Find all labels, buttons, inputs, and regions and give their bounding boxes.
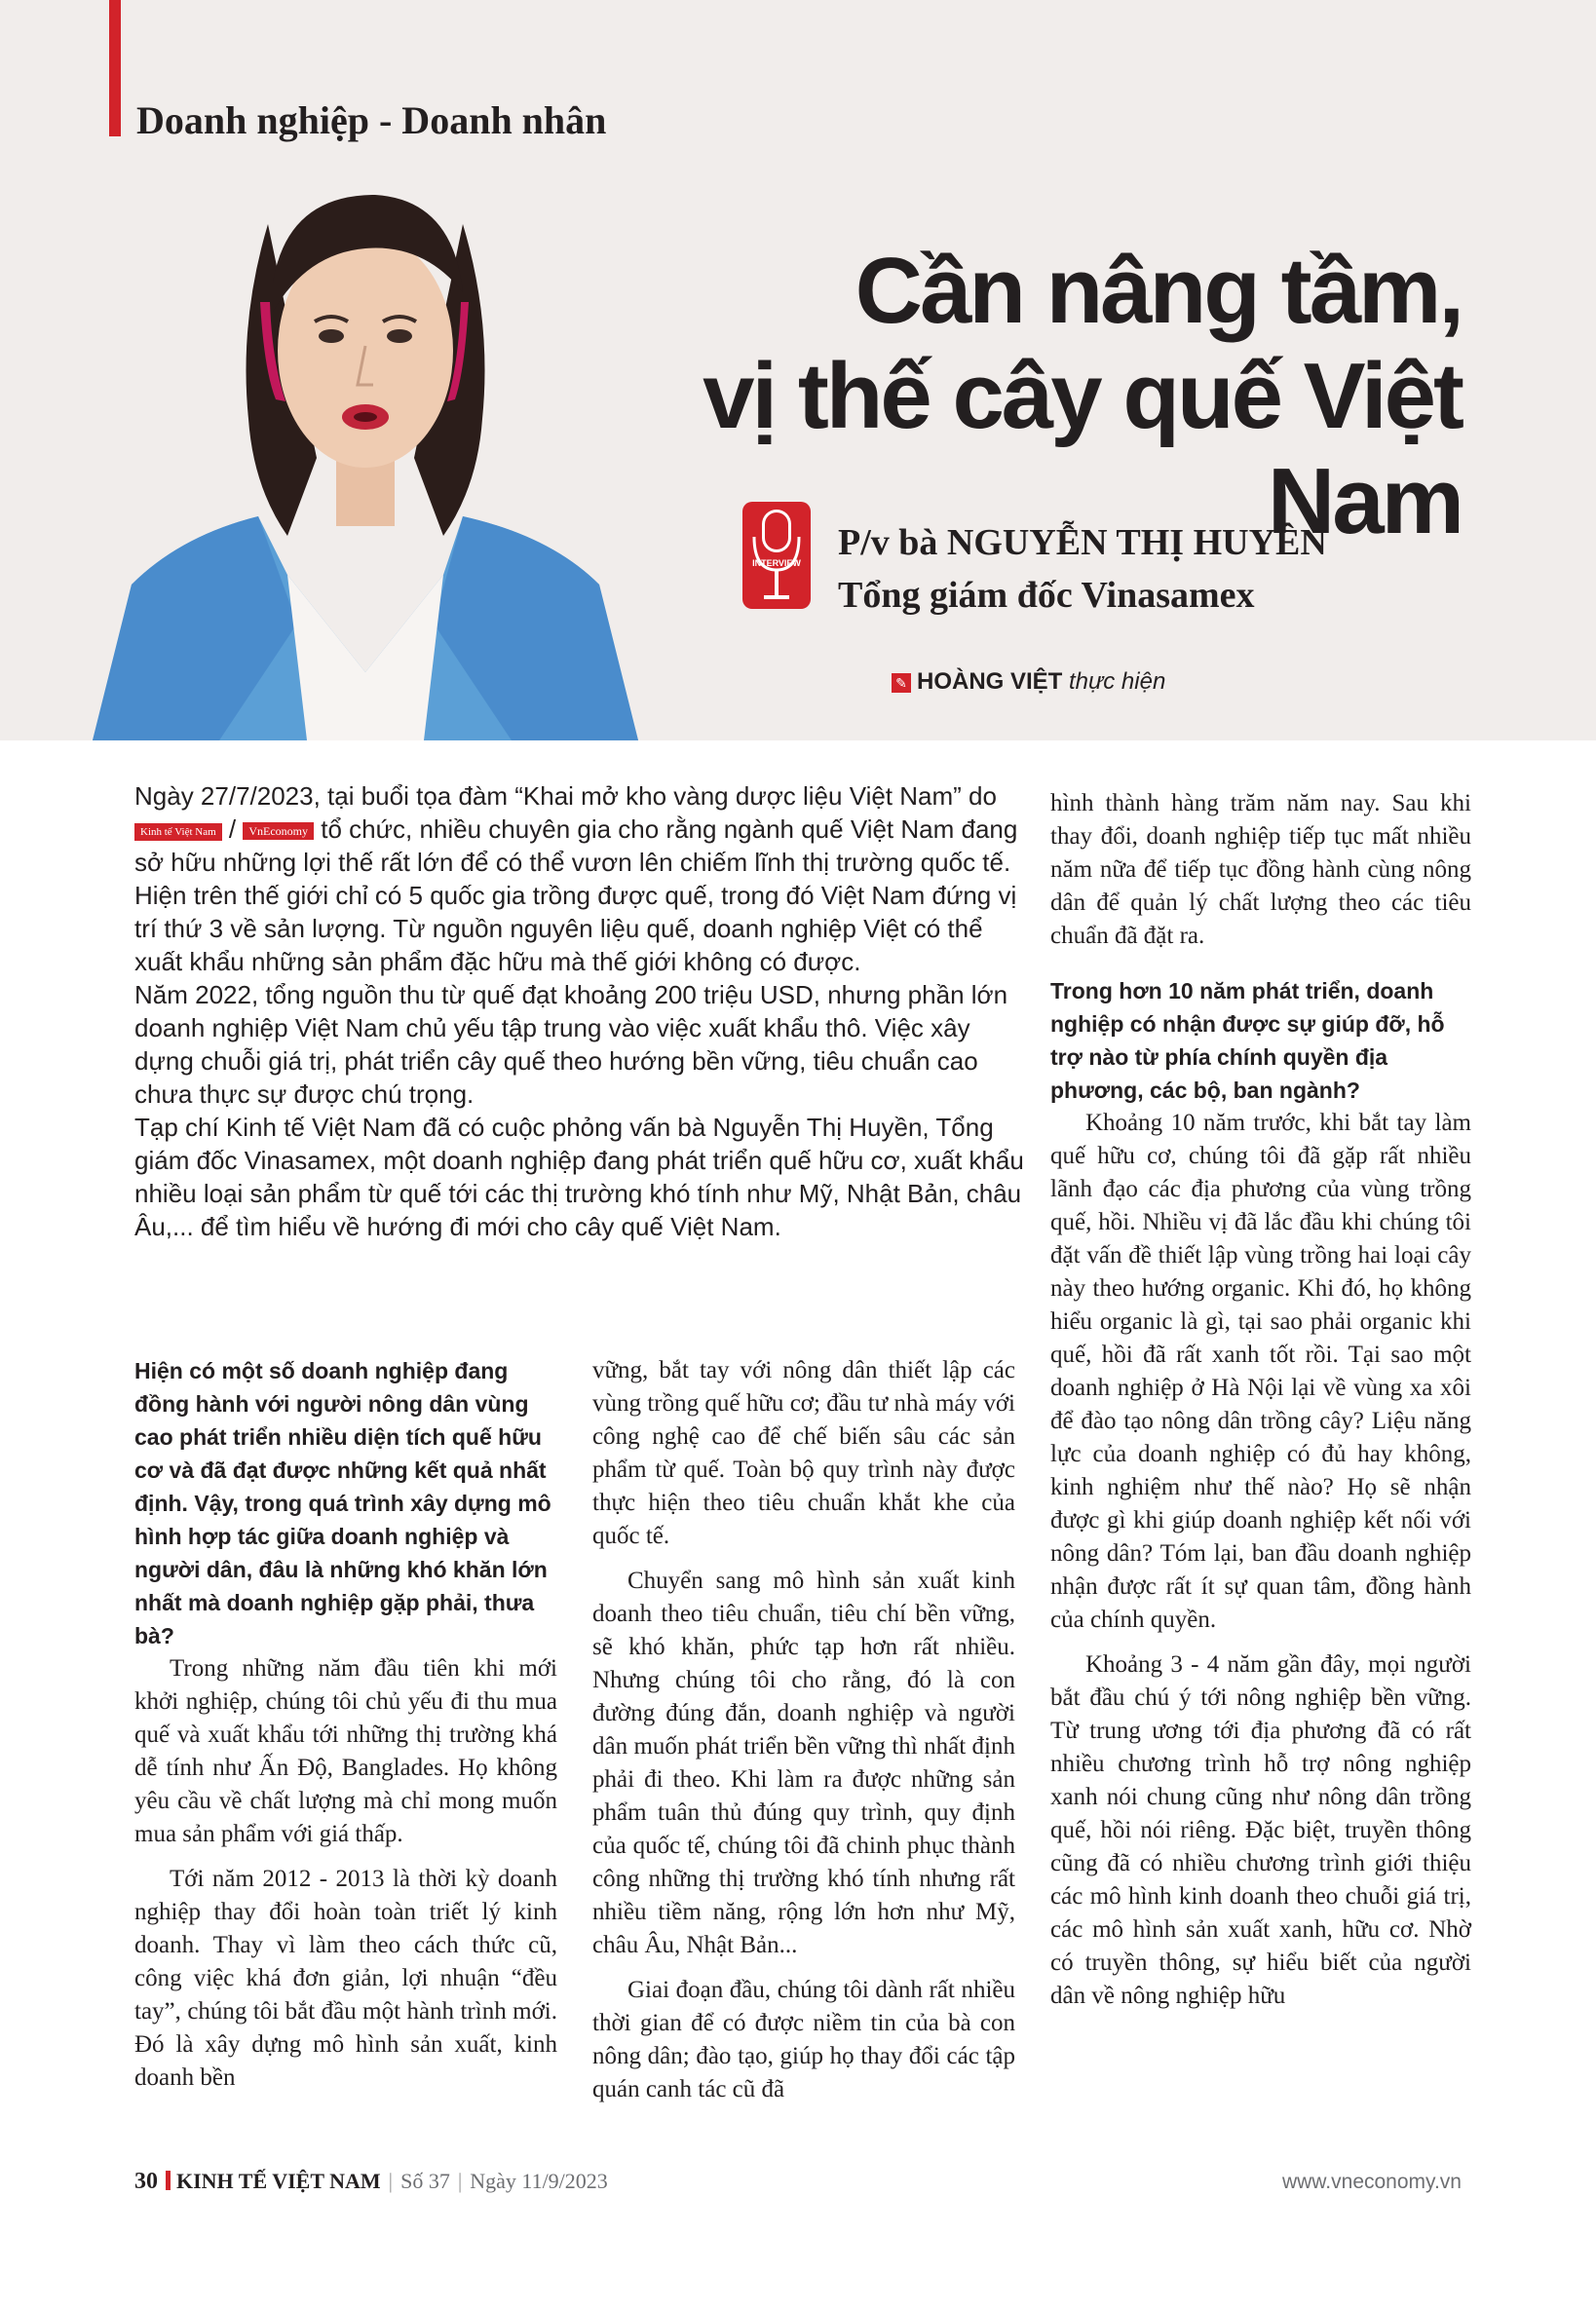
website-url: www.vneconomy.vn	[1281, 2171, 1462, 2193]
question-2: Trong hơn 10 năm phát triển, doanh nghiệp có nhận được sự giúp đỡ, hỗ trợ nào từ phía chính quyền địa phương, các bộ, ban ngành?	[1050, 978, 1445, 1103]
headline-line-2: vị thế cây quế Việt Nam	[703, 344, 1462, 553]
magazine-name: KINH TẾ VIỆT NAM	[176, 2169, 381, 2193]
kinh-te-viet-nam-logo: Kinh tế Việt Nam	[134, 823, 222, 841]
page-number: 30	[134, 2169, 158, 2194]
footer: 30 KINH TẾ VIỆT NAM | Số 37 | Ngày 11/9/2023	[134, 2169, 608, 2194]
author-byline	[892, 668, 1165, 696]
answer-2-p2: Khoảng 3 - 4 năm gần đây, mọi người bắt đầu chú ý tới nông nghiệp bền vững. Từ trung ương tới địa phương đã có rất nhiều chương trình hỗ trợ nông nghiệp xanh nói chung cũng như nông dân trồng quế, hồi nói riêng. Đặc biệt, truyền thông cũng đã có nhiều chương trình giới thiệu các mô hình kinh doanh theo chuỗi giá trị, các mô hình sản xuất xanh, hữu cơ. Nhờ có truyền thông, sự hiểu biết của người dân về nông nghiệp hữu	[1050, 1651, 1471, 2009]
pen-icon: ✎	[892, 673, 911, 693]
interviewee	[838, 516, 1327, 622]
issue-number: Số 37	[400, 2169, 450, 2193]
answer-1-p5: Giai đoạn đầu, chúng tôi dành rất nhiều thời gian để có được niềm tin của bà con nông dân; đào tạo, giúp họ thay đổi các tập quán canh tác cũ đã	[592, 1977, 1015, 2102]
portrait-photo	[93, 166, 638, 740]
headline-line-1: Cần nâng tầm,	[855, 239, 1462, 343]
section-accent-bar	[109, 0, 121, 136]
vneconomy-logo: VnEconomy	[243, 822, 314, 840]
author-name: HOÀNG VIỆT	[917, 668, 1063, 695]
lead-p2: Năm 2022, tổng nguồn thu từ quế đạt khoảng 200 triệu USD, nhưng phần lớn doanh nghiệp Việt Nam chủ yếu tập trung vào việc xuất khẩu thô. Việc xây dựng chuỗi giá trị, phát triển cây quế theo hướng bền vững, tiêu chuẩn cao chưa thực sự được chú trọng.	[134, 980, 1008, 1109]
interviewee-name: P/v bà NGUYỄN THỊ HUYỀN	[838, 522, 1327, 563]
answer-1-p3: vững, bắt tay với nông dân thiết lập các vùng trồng quế hữu cơ; đầu tư nhà máy với công nghệ cao để chế biến sâu các sản phẩm từ quế. Toàn bộ quy trình này được thực hiện theo tiêu chuẩn khắt khe của quốc tế.	[592, 1357, 1015, 1549]
answer-2-p1: Khoảng 10 năm trước, khi bắt tay làm quế hữu cơ, chúng tôi đã gặp rất nhiều lãnh đạo các địa phương của vùng trồng quế, hồi. Nhiều vị đã lắc đầu khi chúng tôi đặt vấn đề thiết lập vùng trồng hai loại cây này theo hướng organic. Khi đó, họ không hiểu organic là gì, tại sao phải organic khi quế, hồi đã rất xanh tốt rồi. Tại sao một doanh nghiệp ở Hà Nội lại về vùng xa xôi để đào tạo nông dân trồng cây? Liệu năng lực của doanh nghiệp có đủ hay không, kinh nghiệm như thế nào? Họ sẽ nhận được gì khi giúp doanh nghiệp kết nối với nông dân? Tóm lại, ban đầu doanh nghiệp nhận được rất ít sự quan tâm, đồng hành của chính quyền.	[1050, 1110, 1471, 1633]
answer-1-p2: Tới năm 2012 - 2013 là thời kỳ doanh nghiệp thay đổi hoàn toàn triết lý kinh doanh. Thay vì làm theo cách thức cũ, công việc khá đơn giản, lợi nhuận “đều tay”, chúng tôi bắt đầu một hành trình mới. Đó là xây dựng mô hình sản xuất, kinh doanh bền	[134, 1866, 557, 2091]
article-column-2	[592, 1354, 1015, 2106]
mic-label: INTERVIEW	[752, 558, 801, 568]
question-1: Hiện có một số doanh nghiệp đang đồng hành với người nông dân vùng cao phát triển nhiều diện tích quế hữu cơ và đã đạt được những kết quả nhất định. Vậy, trong quá trình xây dựng mô hình hợp tác giữa doanh nghiệp và người dân, đâu là những khó khăn lớn nhất mà doanh nghiệp gặp phải, thưa bà?	[134, 1358, 551, 1648]
lead-paragraph	[134, 779, 1026, 1243]
issue-date: Ngày 11/9/2023	[470, 2169, 608, 2193]
answer-1-p6: hình thành hàng trăm năm nay. Sau khi thay đổi, doanh nghiệp tiếp tục mất nhiều năm nữa để tiếp tục đồng hành cùng nông dân để quản lý chất lượng theo các tiêu chuẩn đã đặt ra.	[1050, 790, 1471, 949]
headline	[585, 239, 1462, 554]
answer-1-p4: Chuyển sang mô hình sản xuất kinh doanh theo tiêu chuẩn, tiêu chí bền vững, sẽ khó khăn, phức tạp hơn rất nhiều. Nhưng chúng tôi cho rằng, đó là con đường đúng đắn, doanh nghiệp và người dân muốn phát triển bền vững thì nhất định phải đi theo. Khi làm ra được những sản phẩm tuân thủ đúng quy trình, quy định của quốc tế, chúng tôi đã chinh phục thành công những thị trường khó tính nhưng rất nhiều tiềm năng, rộng lớn hơn như Mỹ, châu Âu, Nhật Bản...	[592, 1568, 1015, 1958]
lead-p3: Tạp chí Kinh tế Việt Nam đã có cuộc phỏng vấn bà Nguyễn Thị Huyền, Tổng giám đốc Vinasamex, một doanh nghiệp đang phát triển quế hữu cơ, xuất khẩu nhiều loại sản phẩm từ quế tới các thị trường khó tính như Mỹ, Nhật Bản, châu Âu,... để tìm hiểu về hướng đi mới cho cây quế Việt Nam.	[134, 1113, 1024, 1241]
section-label: Doanh nghiệp - Doanh nhân	[136, 98, 607, 142]
interviewee-title: Tổng giám đốc Vinasamex	[838, 575, 1255, 616]
lead-p1	[134, 779, 1026, 978]
answer-1-p1: Trong những năm đầu tiên khi mới khởi nghiệp, chúng tôi chủ yếu đi thu mua quế và xuất khẩu tới những thị trường khá dễ tính như Ấn Độ, Banglades. Họ không yêu cầu về chất lượng mà chỉ mong muốn mua sản phẩm với giá thấp.	[134, 1655, 557, 1847]
interview-mic-icon	[742, 502, 811, 609]
article-column-1	[134, 1354, 557, 2095]
footer-accent	[166, 2171, 171, 2190]
lead-p1-end: tổ chức, nhiều chuyên gia cho rằng ngành quế Việt Nam đang sở hữu những lợi thế rất lớn để có thể vươn lên chiếm lĩnh thị trường quốc tế. Hiện trên thế giới chỉ có 5 quốc gia trồng được quế, trong đó Việt Nam đứng vị trí thứ 3 về sản lượng. Từ nguồn nguyên liệu quế, doanh nghiệp Việt có thể xuất khẩu những sản phẩm đặc hữu mà thế giới không có được.	[134, 814, 1018, 976]
author-role: thực hiện	[1069, 668, 1166, 695]
logo-separator: /	[228, 814, 237, 844]
lead-p1-start: Ngày 27/7/2023, tại buổi tọa đàm “Khai mở kho vàng dược liệu Việt Nam” do	[134, 781, 997, 811]
article-column-3	[1050, 787, 1471, 2013]
